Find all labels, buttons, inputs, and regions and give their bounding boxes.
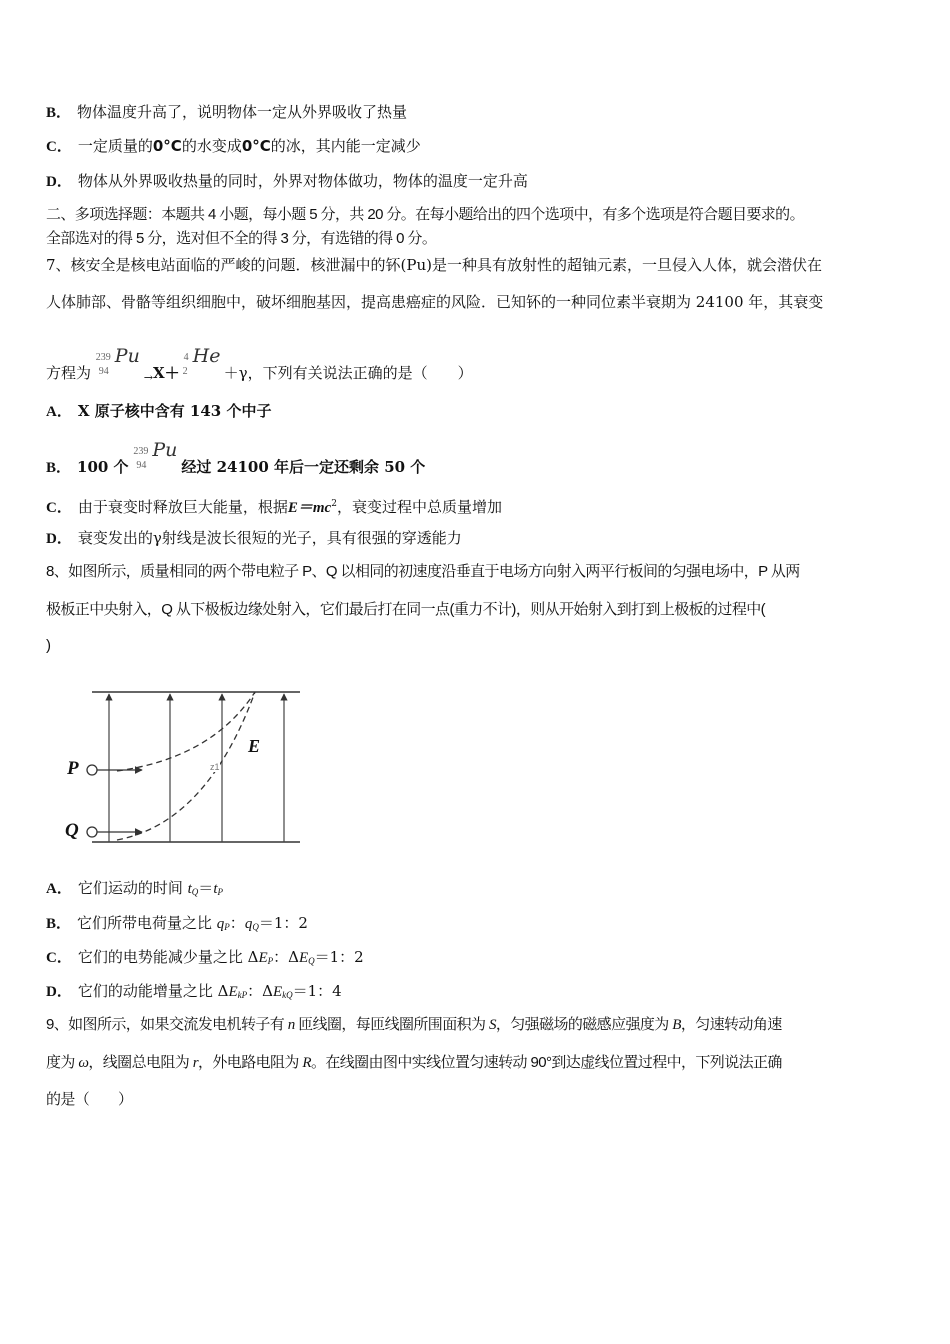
option-label: D．: [46, 174, 72, 190]
option-label: C．: [46, 139, 72, 155]
option-label: B．: [46, 460, 72, 476]
option-label: B．: [46, 105, 72, 121]
stem-text: ，线圈总电阻为: [88, 1054, 193, 1071]
variable: t: [213, 881, 218, 897]
q7-stem-line1: 7、核安全是核电站面临的严峻的问题．核泄漏中的钚(Pu)是一种具有放射性的超铀元素，一旦侵入人体，就会潜伏在: [46, 256, 823, 274]
option-text: 它们的动能增量之比 Δ: [77, 982, 229, 1000]
subscript: P: [217, 887, 223, 897]
option-label: B．: [46, 916, 72, 932]
option-label: C．: [46, 950, 72, 966]
option-text: 100 个: [77, 458, 129, 476]
option-label: D．: [46, 984, 72, 1000]
figure-mark: z1: [210, 762, 220, 772]
temperature: 0°C: [241, 137, 271, 155]
exponent: 2: [331, 499, 337, 509]
atomic-number: 94: [136, 460, 147, 471]
subscript: P: [267, 956, 274, 966]
q7-equation-line: [46, 345, 473, 388]
atomic-number: 2: [182, 366, 188, 377]
field-figure-svg: [62, 688, 307, 848]
variable: E: [298, 950, 309, 966]
variable: E: [258, 950, 268, 966]
option-text: 它们所带电荷量之比: [77, 914, 217, 932]
q8-option-b: [46, 913, 308, 937]
equation-tail: ＋γ，下列有关说法正确的是（ ）: [223, 364, 473, 382]
q8-stem-line1: 8、如图所示，质量相同的两个带电粒子 P、Q 以相同的初速度沿垂直于电场方向射入两平行板间的匀强电场中，P 从两: [46, 563, 800, 580]
q7-option-d: [46, 528, 462, 549]
option-text: 物体温度升高了，说明物体一定从外界吸收了热量: [77, 103, 408, 121]
ratio: ＝1：4: [292, 982, 342, 1000]
option-text: 的水变成: [181, 137, 242, 155]
temperature: 0°C: [152, 137, 182, 155]
option-text: 衰变发出的γ射线是波长很短的光子，具有很强的穿透能力: [77, 529, 462, 547]
mass-number: 4: [183, 352, 189, 363]
subscript: Q: [191, 887, 199, 897]
particle-q-label: Q: [65, 820, 79, 841]
stem-text: 9、如图所示，如果交流发电机转子有: [46, 1016, 288, 1033]
q8-option-a: [46, 878, 223, 902]
option-label: A．: [46, 404, 72, 420]
option-label: C．: [46, 500, 72, 516]
option-text: 物体从外界吸收热量的同时，外界对物体做功，物体的温度一定升高: [77, 172, 528, 190]
nuclide-he: [180, 345, 224, 380]
option-text: 它们运动的时间: [77, 879, 188, 897]
q8-option-c: [46, 947, 364, 971]
section2-heading-line1: 二、多项选择题：本题共 4 小题，每小题 5 分，共 20 分。在每小题给出的四个选项中，有多个选项是符合题目要求的。: [46, 206, 804, 223]
mass-number: 239: [133, 446, 149, 457]
variable: ω: [78, 1055, 89, 1071]
subscript: kQ: [282, 990, 293, 1000]
stem-text: 。在线圈由图中实线位置匀速转动 90°到达虚线位置过程中，下列说法正确: [310, 1054, 782, 1071]
variable: t: [187, 881, 192, 897]
q6-option-c: [46, 136, 421, 157]
variable: R: [302, 1055, 311, 1071]
q8-option-d: [46, 981, 342, 1005]
nuclide-pu: [133, 439, 181, 474]
subscript: Q: [252, 922, 259, 932]
option-label: D．: [46, 531, 72, 547]
option-text: 由于衰变时释放巨大能量，根据: [77, 498, 288, 516]
ratio: ＝1：2: [314, 948, 364, 966]
operator: ：Δ: [247, 982, 273, 1000]
option-label: A．: [46, 881, 72, 897]
element-symbol: He: [192, 345, 221, 367]
stem-text: 匝线圈，每匝线圈所围面积为: [294, 1016, 489, 1033]
q9-stem-line1: [46, 1015, 782, 1035]
variable: B: [672, 1017, 681, 1033]
stem-text: ，匀速转动角速: [680, 1016, 782, 1033]
q8-stem-line2: 极板正中央射入，Q 从下极板边缘处射入，它们最后打在同一点(重力不计)，则从开始射入到打到上极板的过程中(: [46, 601, 766, 618]
electric-field-diagram: [62, 688, 307, 848]
product-x: X＋: [153, 364, 180, 382]
q6-option-b: [46, 102, 407, 123]
option-text: X 原子核中含有 143 个中子: [77, 402, 272, 420]
q6-option-d: [46, 171, 528, 192]
variable: n: [287, 1017, 295, 1033]
equation-prefix: 方程为: [46, 364, 92, 382]
operator: ：Δ: [273, 948, 299, 966]
variable: S: [488, 1017, 496, 1033]
q7-option-a: [46, 401, 271, 422]
q7-stem-line2: 人体肺部、骨骼等组织细胞中，破坏细胞基因，提高患癌症的风险．已知钚的一种同位素半衰期为 24100 年，其衰变: [46, 293, 824, 311]
operator: ＝: [198, 879, 214, 897]
option-text: 一定质量的: [77, 137, 153, 155]
q8-stem-line3: ): [46, 637, 51, 654]
option-text: ，衰变过程中总质量增加: [336, 498, 502, 516]
formula: E＝mc: [287, 500, 332, 516]
element-symbol: Pu: [152, 439, 178, 461]
variable: q: [216, 916, 225, 932]
variable: r: [192, 1055, 198, 1071]
q7-option-b: [46, 439, 426, 478]
field-e-label: E: [248, 736, 261, 756]
particle-p-label: P: [67, 758, 79, 779]
q9-stem-line3: 的是（ ）: [46, 1091, 133, 1108]
ratio: ＝1：2: [258, 914, 308, 932]
section2-heading-line2: 全部选对的得 5 分，选对但不全的得 3 分，有选错的得 0 分。: [46, 230, 437, 247]
mass-number: 239: [95, 352, 111, 363]
q9-stem-line2: [46, 1053, 782, 1073]
q7-option-c: [46, 494, 502, 518]
stem-text: ，外电路电阻为: [198, 1054, 303, 1071]
variable: E: [272, 984, 283, 1000]
option-text: 的冰，其内能一定减少: [270, 137, 421, 155]
atomic-number: 94: [98, 366, 109, 377]
operator: ：: [229, 914, 245, 932]
element-symbol: Pu: [114, 345, 140, 367]
subscript: P: [224, 922, 230, 932]
stem-text: ，匀强磁场的磁感应强度为: [495, 1016, 673, 1033]
variable: q: [244, 916, 253, 932]
nuclide-pu: [95, 345, 144, 380]
option-text: 它们的电势能减少量之比 Δ: [77, 948, 259, 966]
stem-text: 度为: [46, 1054, 79, 1071]
subscript: kP: [237, 990, 248, 1000]
option-text: 经过 24100 年后一定还剩余 50 个: [181, 458, 426, 476]
arrow-icon: →: [143, 371, 154, 384]
variable: E: [228, 984, 238, 1000]
subscript: Q: [308, 956, 315, 966]
